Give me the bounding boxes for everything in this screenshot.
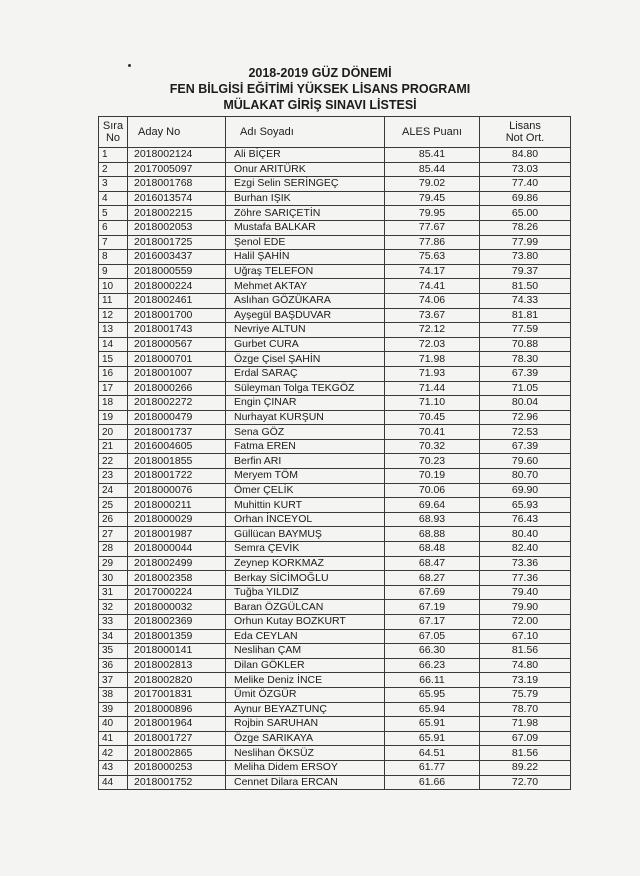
cell-aday-no: 2018002499 bbox=[128, 556, 226, 571]
cell-lisans-not: 81.81 bbox=[480, 308, 571, 323]
cell-adi-soyadi: Aynur BEYAZTUNÇ bbox=[226, 702, 385, 717]
cell-adi-soyadi: Halil ŞAHİN bbox=[226, 250, 385, 265]
cell-ales-puani: 72.03 bbox=[385, 337, 480, 352]
cell-ales-puani: 79.02 bbox=[385, 177, 480, 192]
cell-ales-puani: 85.44 bbox=[385, 162, 480, 177]
cell-adi-soyadi: Eda CEYLAN bbox=[226, 629, 385, 644]
cell-lisans-not: 73.19 bbox=[480, 673, 571, 688]
cell-adi-soyadi: Nevriye ALTUN bbox=[226, 323, 385, 338]
cell-sira-no: 16 bbox=[99, 366, 128, 381]
table-row bbox=[99, 483, 571, 498]
cell-ales-puani: 61.66 bbox=[385, 775, 480, 790]
table-row bbox=[99, 425, 571, 440]
cell-adi-soyadi: Özge SARIKAYA bbox=[226, 731, 385, 746]
header-list-title: MÜLAKAT GİRİŞ SINAVI LİSTESİ bbox=[223, 98, 417, 112]
cell-lisans-not: 70.88 bbox=[480, 337, 571, 352]
cell-ales-puani: 77.86 bbox=[385, 235, 480, 250]
cell-ales-puani: 74.06 bbox=[385, 293, 480, 308]
cell-adi-soyadi: Berfin ARI bbox=[226, 454, 385, 469]
cell-adi-soyadi: Ömer ÇELİK bbox=[226, 483, 385, 498]
cell-lisans-not: 77.59 bbox=[480, 323, 571, 338]
cell-adi-soyadi: Ezgi Selin SERİNGEÇ bbox=[226, 177, 385, 192]
cell-sira-no: 13 bbox=[99, 323, 128, 338]
table-row bbox=[99, 673, 571, 688]
cell-lisans-not: 80.04 bbox=[480, 396, 571, 411]
cell-lisans-not: 80.40 bbox=[480, 527, 571, 542]
cell-aday-no: 2018001987 bbox=[128, 527, 226, 542]
cell-ales-puani: 75.63 bbox=[385, 250, 480, 265]
cell-adi-soyadi: Süleyman Tolga TEKGÖZ bbox=[226, 381, 385, 396]
cell-ales-puani: 71.93 bbox=[385, 366, 480, 381]
cell-lisans-not: 78.26 bbox=[480, 220, 571, 235]
cell-adi-soyadi: Cennet Dilara ERCAN bbox=[226, 775, 385, 790]
cell-lisans-not: 77.40 bbox=[480, 177, 571, 192]
table-row bbox=[99, 571, 571, 586]
cell-lisans-not: 73.36 bbox=[480, 556, 571, 571]
table-row bbox=[99, 352, 571, 367]
cell-sira-no: 33 bbox=[99, 615, 128, 630]
cell-adi-soyadi: Orhan İNCEYOL bbox=[226, 512, 385, 527]
cell-adi-soyadi: Şenol EDE bbox=[226, 235, 385, 250]
column-header-ales: ALES Puanı bbox=[385, 117, 480, 148]
cell-lisans-not: 72.53 bbox=[480, 425, 571, 440]
cell-sira-no: 20 bbox=[99, 425, 128, 440]
cell-aday-no: 2018000896 bbox=[128, 702, 226, 717]
cell-ales-puani: 72.12 bbox=[385, 323, 480, 338]
cell-lisans-not: 77.99 bbox=[480, 235, 571, 250]
cell-aday-no: 2018002369 bbox=[128, 615, 226, 630]
cell-ales-puani: 65.95 bbox=[385, 687, 480, 702]
cell-lisans-not: 74.80 bbox=[480, 658, 571, 673]
cell-sira-no: 22 bbox=[99, 454, 128, 469]
table-row bbox=[99, 220, 571, 235]
cell-aday-no: 2018002820 bbox=[128, 673, 226, 688]
cell-adi-soyadi: Rojbin SARUHAN bbox=[226, 717, 385, 732]
cell-adi-soyadi: Neslihan ÖKSÜZ bbox=[226, 746, 385, 761]
cell-aday-no: 2018002053 bbox=[128, 220, 226, 235]
cell-lisans-not: 79.37 bbox=[480, 264, 571, 279]
cell-sira-no: 43 bbox=[99, 760, 128, 775]
cell-aday-no: 2018001964 bbox=[128, 717, 226, 732]
table-row bbox=[99, 410, 571, 425]
cell-aday-no: 2018001752 bbox=[128, 775, 226, 790]
cell-lisans-not: 79.90 bbox=[480, 600, 571, 615]
cell-sira-no: 39 bbox=[99, 702, 128, 717]
cell-ales-puani: 70.23 bbox=[385, 454, 480, 469]
cell-aday-no: 2017005097 bbox=[128, 162, 226, 177]
cell-ales-puani: 67.05 bbox=[385, 629, 480, 644]
cell-aday-no: 2017001831 bbox=[128, 687, 226, 702]
document-header bbox=[0, 65, 640, 113]
cell-sira-no: 14 bbox=[99, 337, 128, 352]
cell-ales-puani: 71.44 bbox=[385, 381, 480, 396]
cell-aday-no: 2018001359 bbox=[128, 629, 226, 644]
cell-adi-soyadi: Onur ARITÜRK bbox=[226, 162, 385, 177]
table-body bbox=[99, 148, 571, 790]
cell-aday-no: 2018000076 bbox=[128, 483, 226, 498]
cell-sira-no: 44 bbox=[99, 775, 128, 790]
cell-ales-puani: 70.06 bbox=[385, 483, 480, 498]
table-row bbox=[99, 731, 571, 746]
header-term: 2018-2019 GÜZ DÖNEMİ bbox=[248, 66, 392, 80]
cell-adi-soyadi: Zeynep KORKMAZ bbox=[226, 556, 385, 571]
table-row bbox=[99, 527, 571, 542]
cell-sira-no: 29 bbox=[99, 556, 128, 571]
cell-ales-puani: 66.11 bbox=[385, 673, 480, 688]
cell-lisans-not: 73.03 bbox=[480, 162, 571, 177]
cell-aday-no: 2018000701 bbox=[128, 352, 226, 367]
cell-adi-soyadi: Engin ÇINAR bbox=[226, 396, 385, 411]
cell-lisans-not: 81.56 bbox=[480, 746, 571, 761]
cell-sira-no: 5 bbox=[99, 206, 128, 221]
cell-lisans-not: 75.79 bbox=[480, 687, 571, 702]
table-row bbox=[99, 439, 571, 454]
cell-lisans-not: 81.56 bbox=[480, 644, 571, 659]
cell-adi-soyadi: Meliha Didem ERSOY bbox=[226, 760, 385, 775]
cell-lisans-not: 76.43 bbox=[480, 512, 571, 527]
cell-adi-soyadi: Mehmet AKTAY bbox=[226, 279, 385, 294]
cell-aday-no: 2018002358 bbox=[128, 571, 226, 586]
column-header-adi-soyadi: Adı Soyadı bbox=[226, 117, 385, 148]
table-row bbox=[99, 600, 571, 615]
table-row bbox=[99, 308, 571, 323]
cell-adi-soyadi: Nurhayat KURŞUN bbox=[226, 410, 385, 425]
cell-adi-soyadi: Ümit ÖZGÜR bbox=[226, 687, 385, 702]
table-row bbox=[99, 498, 571, 513]
table-row bbox=[99, 717, 571, 732]
cell-adi-soyadi: Erdal SARAÇ bbox=[226, 366, 385, 381]
cell-sira-no: 42 bbox=[99, 746, 128, 761]
table-row bbox=[99, 235, 571, 250]
cell-aday-no: 2018001700 bbox=[128, 308, 226, 323]
cell-aday-no: 2018000567 bbox=[128, 337, 226, 352]
cell-ales-puani: 70.32 bbox=[385, 439, 480, 454]
cell-adi-soyadi: Neslihan ÇAM bbox=[226, 644, 385, 659]
cell-aday-no: 2018001737 bbox=[128, 425, 226, 440]
cell-aday-no: 2018000224 bbox=[128, 279, 226, 294]
cell-sira-no: 37 bbox=[99, 673, 128, 688]
cell-adi-soyadi: Burhan IŞIK bbox=[226, 191, 385, 206]
cell-ales-puani: 67.69 bbox=[385, 585, 480, 600]
table-row bbox=[99, 746, 571, 761]
cell-aday-no: 2018000211 bbox=[128, 498, 226, 513]
table-row bbox=[99, 775, 571, 790]
cell-adi-soyadi: Sena GÖZ bbox=[226, 425, 385, 440]
cell-aday-no: 2016013574 bbox=[128, 191, 226, 206]
cell-aday-no: 2018000253 bbox=[128, 760, 226, 775]
cell-lisans-not: 72.70 bbox=[480, 775, 571, 790]
cell-sira-no: 27 bbox=[99, 527, 128, 542]
cell-aday-no: 2016003437 bbox=[128, 250, 226, 265]
table-row bbox=[99, 556, 571, 571]
cell-adi-soyadi: Uğraş TELEFON bbox=[226, 264, 385, 279]
table-row bbox=[99, 148, 571, 163]
cell-ales-puani: 65.94 bbox=[385, 702, 480, 717]
cell-aday-no: 2018001722 bbox=[128, 469, 226, 484]
cell-lisans-not: 72.00 bbox=[480, 615, 571, 630]
cell-adi-soyadi: Meryem TÖM bbox=[226, 469, 385, 484]
cell-aday-no: 2018000266 bbox=[128, 381, 226, 396]
table-row bbox=[99, 366, 571, 381]
table-row bbox=[99, 702, 571, 717]
cell-ales-puani: 77.67 bbox=[385, 220, 480, 235]
cell-adi-soyadi: Aslıhan GÖZÜKARA bbox=[226, 293, 385, 308]
table-row bbox=[99, 177, 571, 192]
cell-sira-no: 26 bbox=[99, 512, 128, 527]
cell-adi-soyadi: Güllücan BAYMUŞ bbox=[226, 527, 385, 542]
cell-aday-no: 2018000559 bbox=[128, 264, 226, 279]
cell-ales-puani: 67.17 bbox=[385, 615, 480, 630]
table-row bbox=[99, 337, 571, 352]
cell-adi-soyadi: Melike Deniz İNCE bbox=[226, 673, 385, 688]
cell-sira-no: 6 bbox=[99, 220, 128, 235]
cell-lisans-not: 84.80 bbox=[480, 148, 571, 163]
cell-sira-no: 1 bbox=[99, 148, 128, 163]
cell-aday-no: 2018001743 bbox=[128, 323, 226, 338]
cell-ales-puani: 70.45 bbox=[385, 410, 480, 425]
cell-sira-no: 12 bbox=[99, 308, 128, 323]
cell-sira-no: 18 bbox=[99, 396, 128, 411]
cell-sira-no: 8 bbox=[99, 250, 128, 265]
cell-sira-no: 35 bbox=[99, 644, 128, 659]
cell-ales-puani: 68.93 bbox=[385, 512, 480, 527]
cell-sira-no: 19 bbox=[99, 410, 128, 425]
table-row bbox=[99, 760, 571, 775]
cell-lisans-not: 65.00 bbox=[480, 206, 571, 221]
cell-lisans-not: 74.33 bbox=[480, 293, 571, 308]
cell-adi-soyadi: Mustafa BALKAR bbox=[226, 220, 385, 235]
table-row bbox=[99, 162, 571, 177]
cell-aday-no: 2018002461 bbox=[128, 293, 226, 308]
cell-ales-puani: 70.19 bbox=[385, 469, 480, 484]
cell-ales-puani: 68.48 bbox=[385, 542, 480, 557]
candidate-table bbox=[98, 116, 571, 790]
cell-ales-puani: 71.98 bbox=[385, 352, 480, 367]
cell-sira-no: 11 bbox=[99, 293, 128, 308]
cell-adi-soyadi: Muhittin KURT bbox=[226, 498, 385, 513]
cell-aday-no: 2018001768 bbox=[128, 177, 226, 192]
cell-adi-soyadi: Özge Çisel ŞAHİN bbox=[226, 352, 385, 367]
cell-sira-no: 25 bbox=[99, 498, 128, 513]
cell-lisans-not: 71.98 bbox=[480, 717, 571, 732]
cell-aday-no: 2017000224 bbox=[128, 585, 226, 600]
cell-ales-puani: 66.23 bbox=[385, 658, 480, 673]
cell-sira-no: 30 bbox=[99, 571, 128, 586]
cell-lisans-not: 82.40 bbox=[480, 542, 571, 557]
cell-ales-puani: 73.67 bbox=[385, 308, 480, 323]
cell-lisans-not: 79.40 bbox=[480, 585, 571, 600]
column-header-lisans: Lisans Not Ort. bbox=[480, 117, 571, 148]
cell-ales-puani: 69.64 bbox=[385, 498, 480, 513]
cell-aday-no: 2018000479 bbox=[128, 410, 226, 425]
cell-lisans-not: 73.80 bbox=[480, 250, 571, 265]
cell-aday-no: 2018000141 bbox=[128, 644, 226, 659]
cell-sira-no: 28 bbox=[99, 542, 128, 557]
cell-sira-no: 23 bbox=[99, 469, 128, 484]
cell-adi-soyadi: Berkay SİCİMOĞLU bbox=[226, 571, 385, 586]
cell-lisans-not: 67.10 bbox=[480, 629, 571, 644]
table-row bbox=[99, 615, 571, 630]
cell-ales-puani: 64.51 bbox=[385, 746, 480, 761]
cell-adi-soyadi: Ayşegül BAŞDUVAR bbox=[226, 308, 385, 323]
table-row bbox=[99, 644, 571, 659]
cell-lisans-not: 69.90 bbox=[480, 483, 571, 498]
cell-lisans-not: 89.22 bbox=[480, 760, 571, 775]
cell-adi-soyadi: Orhun Kutay BOZKURT bbox=[226, 615, 385, 630]
cell-sira-no: 31 bbox=[99, 585, 128, 600]
cell-lisans-not: 77.36 bbox=[480, 571, 571, 586]
cell-lisans-not: 67.39 bbox=[480, 366, 571, 381]
cell-sira-no: 38 bbox=[99, 687, 128, 702]
cell-ales-puani: 74.17 bbox=[385, 264, 480, 279]
cell-lisans-not: 80.70 bbox=[480, 469, 571, 484]
cell-ales-puani: 79.45 bbox=[385, 191, 480, 206]
cell-ales-puani: 85.41 bbox=[385, 148, 480, 163]
table-header-row bbox=[99, 117, 571, 148]
cell-lisans-not: 78.30 bbox=[480, 352, 571, 367]
cell-adi-soyadi: Semra ÇEVİK bbox=[226, 542, 385, 557]
table-row bbox=[99, 323, 571, 338]
cell-aday-no: 2018001727 bbox=[128, 731, 226, 746]
cell-sira-no: 2 bbox=[99, 162, 128, 177]
cell-sira-no: 17 bbox=[99, 381, 128, 396]
table-row bbox=[99, 658, 571, 673]
cell-adi-soyadi: Baran ÖZGÜLCAN bbox=[226, 600, 385, 615]
cell-sira-no: 15 bbox=[99, 352, 128, 367]
cell-aday-no: 2018000029 bbox=[128, 512, 226, 527]
cell-ales-puani: 67.19 bbox=[385, 600, 480, 615]
cell-ales-puani: 65.91 bbox=[385, 717, 480, 732]
table-row bbox=[99, 687, 571, 702]
cell-ales-puani: 71.10 bbox=[385, 396, 480, 411]
cell-ales-puani: 79.95 bbox=[385, 206, 480, 221]
cell-aday-no: 2018000044 bbox=[128, 542, 226, 557]
cell-sira-no: 21 bbox=[99, 439, 128, 454]
cell-lisans-not: 78.70 bbox=[480, 702, 571, 717]
cell-adi-soyadi: Gurbet CURA bbox=[226, 337, 385, 352]
cell-adi-soyadi: Ali BİÇER bbox=[226, 148, 385, 163]
cell-lisans-not: 67.09 bbox=[480, 731, 571, 746]
cell-adi-soyadi: Tuğba YILDIZ bbox=[226, 585, 385, 600]
table-row bbox=[99, 469, 571, 484]
cell-adi-soyadi: Fatma EREN bbox=[226, 439, 385, 454]
cell-ales-puani: 61.77 bbox=[385, 760, 480, 775]
cell-ales-puani: 74.41 bbox=[385, 279, 480, 294]
cell-aday-no: 2018002865 bbox=[128, 746, 226, 761]
cell-aday-no: 2018001007 bbox=[128, 366, 226, 381]
table-row bbox=[99, 629, 571, 644]
cell-aday-no: 2018001855 bbox=[128, 454, 226, 469]
cell-lisans-not: 71.05 bbox=[480, 381, 571, 396]
cell-lisans-not: 79.60 bbox=[480, 454, 571, 469]
cell-adi-soyadi: Dilan GÖKLER bbox=[226, 658, 385, 673]
column-header-aday-no: Aday No bbox=[128, 117, 226, 148]
cell-ales-puani: 70.41 bbox=[385, 425, 480, 440]
cell-sira-no: 34 bbox=[99, 629, 128, 644]
header-program: FEN BİLGİSİ EĞİTİMİ YÜKSEK LİSANS PROGRAMI bbox=[169, 82, 471, 96]
table-row bbox=[99, 206, 571, 221]
cell-ales-puani: 68.27 bbox=[385, 571, 480, 586]
cell-sira-no: 24 bbox=[99, 483, 128, 498]
cell-ales-puani: 65.91 bbox=[385, 731, 480, 746]
cell-lisans-not: 65.93 bbox=[480, 498, 571, 513]
cell-ales-puani: 66.30 bbox=[385, 644, 480, 659]
cell-adi-soyadi: Zöhre SARIÇETİN bbox=[226, 206, 385, 221]
cell-aday-no: 2016004605 bbox=[128, 439, 226, 454]
cell-sira-no: 9 bbox=[99, 264, 128, 279]
cell-ales-puani: 68.88 bbox=[385, 527, 480, 542]
cell-sira-no: 40 bbox=[99, 717, 128, 732]
cell-aday-no: 2018002813 bbox=[128, 658, 226, 673]
table-row bbox=[99, 542, 571, 557]
cell-lisans-not: 81.50 bbox=[480, 279, 571, 294]
cell-aday-no: 2018002124 bbox=[128, 148, 226, 163]
cell-sira-no: 10 bbox=[99, 279, 128, 294]
cell-sira-no: 7 bbox=[99, 235, 128, 250]
cell-sira-no: 4 bbox=[99, 191, 128, 206]
cell-ales-puani: 68.47 bbox=[385, 556, 480, 571]
table-row bbox=[99, 279, 571, 294]
cell-aday-no: 2018002215 bbox=[128, 206, 226, 221]
table-row bbox=[99, 454, 571, 469]
cell-aday-no: 2018001725 bbox=[128, 235, 226, 250]
cell-sira-no: 41 bbox=[99, 731, 128, 746]
cell-aday-no: 2018000032 bbox=[128, 600, 226, 615]
cell-lisans-not: 67.39 bbox=[480, 439, 571, 454]
table-row bbox=[99, 250, 571, 265]
table-row bbox=[99, 293, 571, 308]
table-row bbox=[99, 396, 571, 411]
table-row bbox=[99, 264, 571, 279]
cell-lisans-not: 69.86 bbox=[480, 191, 571, 206]
cell-sira-no: 32 bbox=[99, 600, 128, 615]
table-row bbox=[99, 191, 571, 206]
table-row bbox=[99, 585, 571, 600]
cell-sira-no: 3 bbox=[99, 177, 128, 192]
table-row bbox=[99, 512, 571, 527]
table-row bbox=[99, 381, 571, 396]
cell-lisans-not: 72.96 bbox=[480, 410, 571, 425]
column-header-sira: Sıra No bbox=[99, 117, 128, 148]
cell-sira-no: 36 bbox=[99, 658, 128, 673]
cell-aday-no: 2018002272 bbox=[128, 396, 226, 411]
